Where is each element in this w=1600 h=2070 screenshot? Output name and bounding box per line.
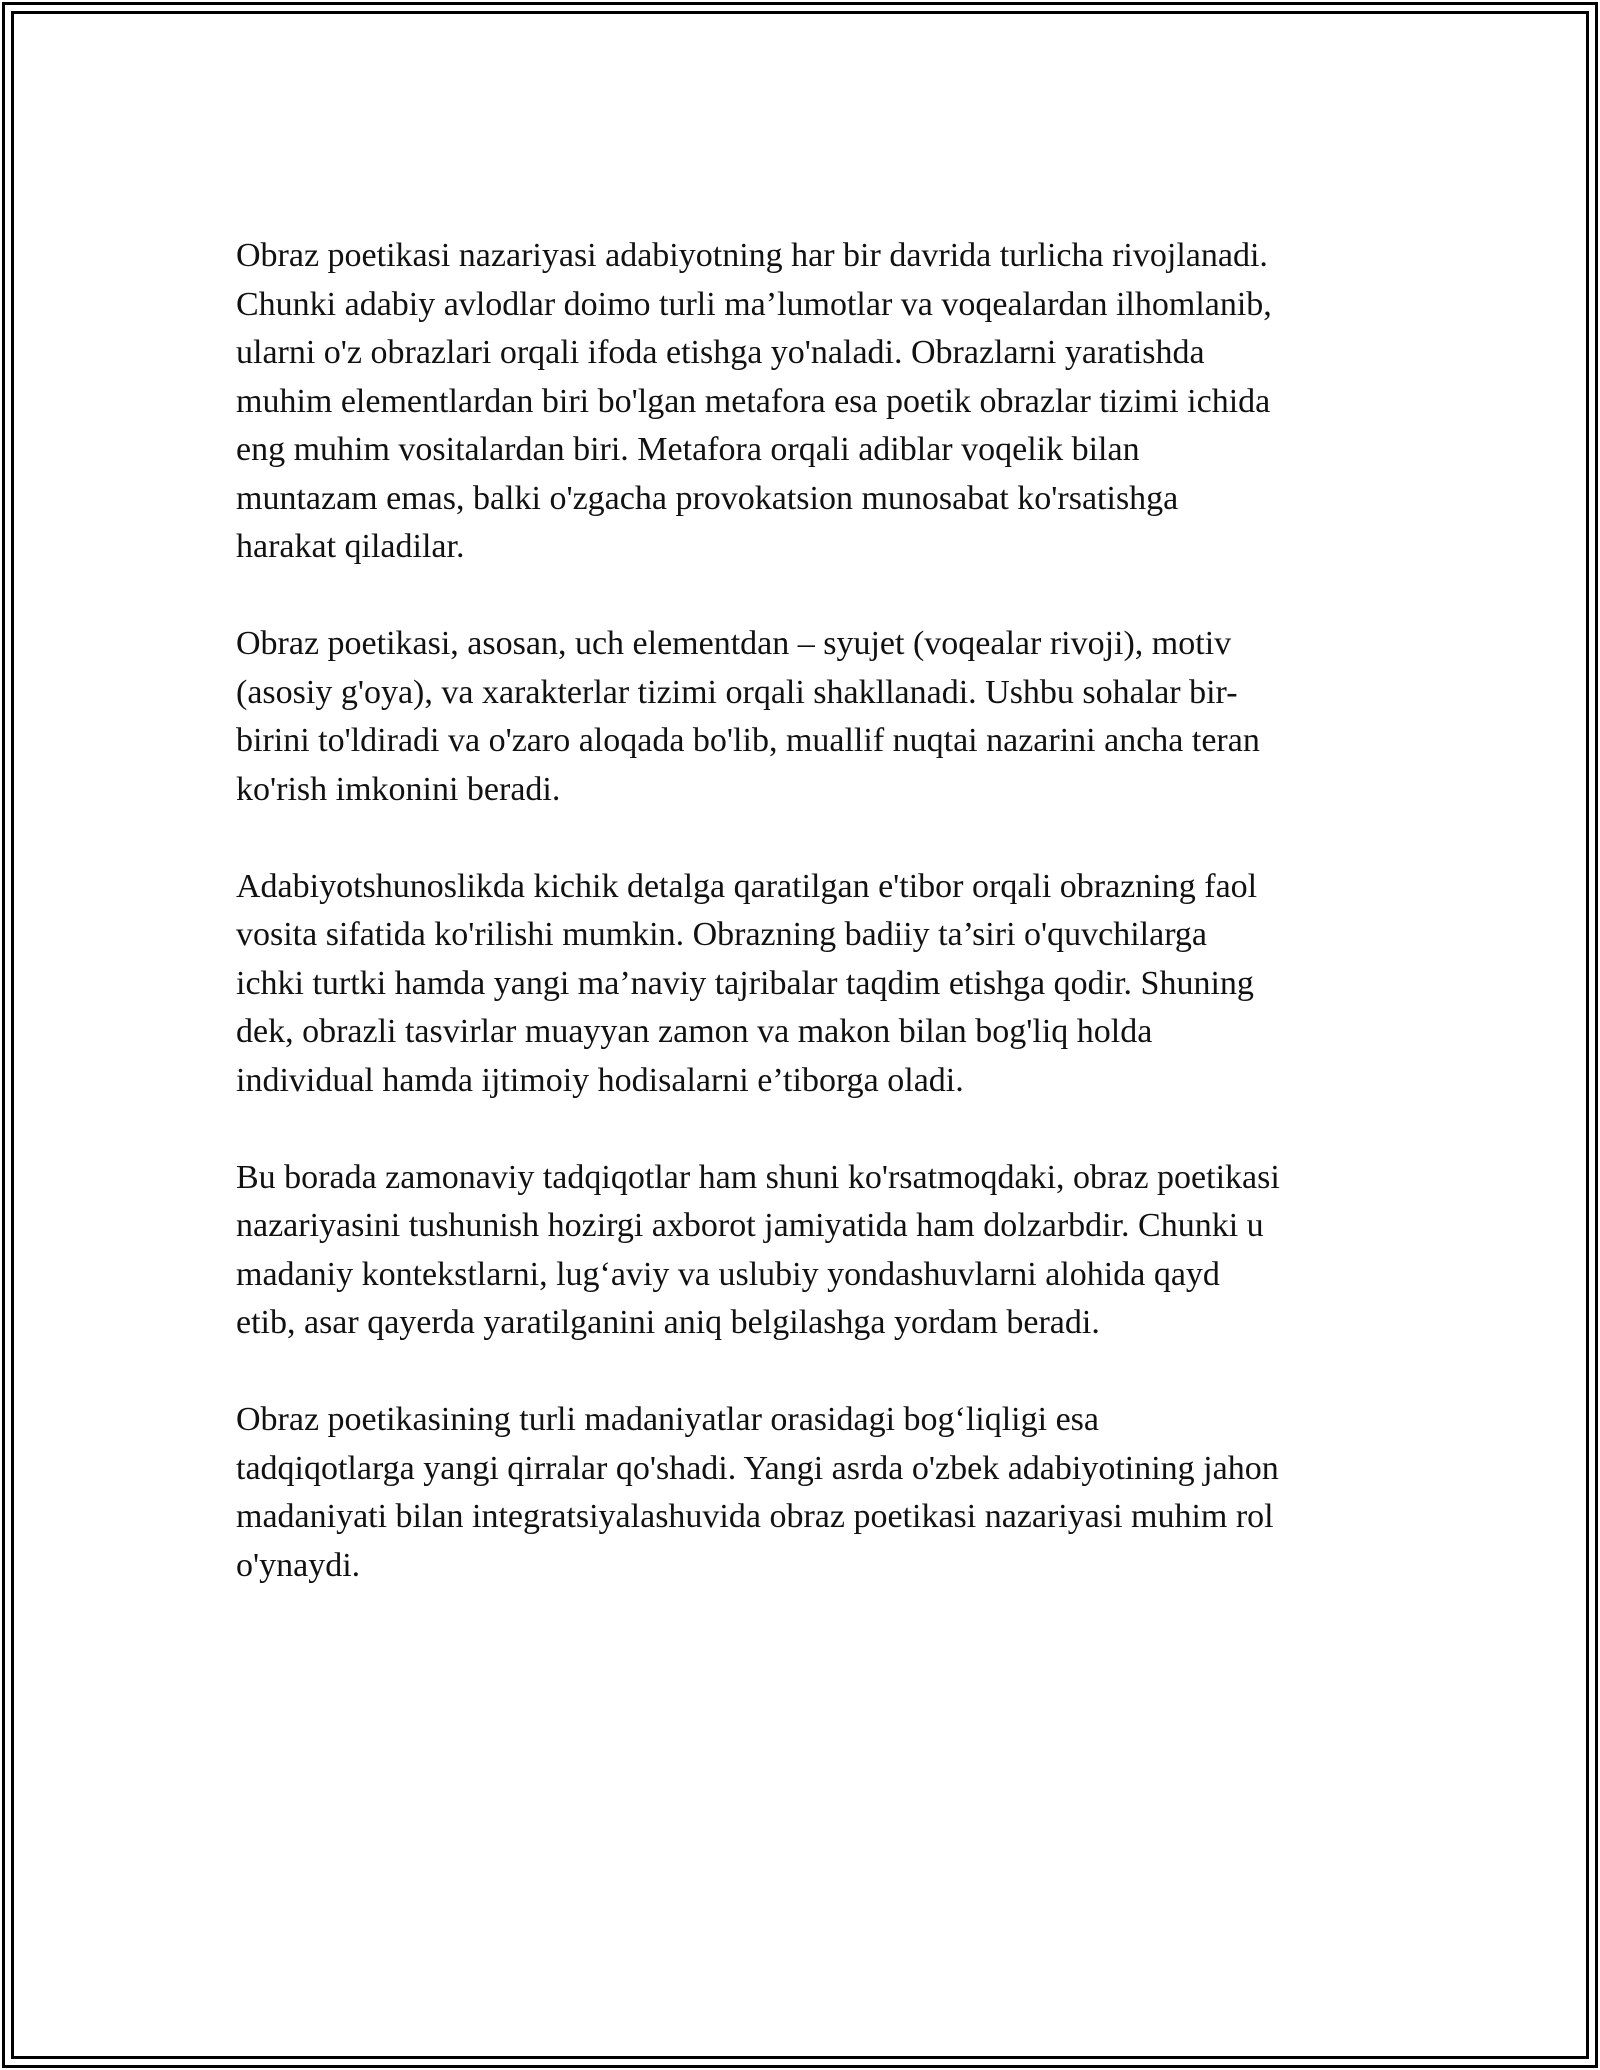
- document-body: [236, 232, 1376, 1590]
- paragraph-3: Adabiyotshunoslikda kichik detalga qaratilgan e'tibor orqali obrazning faol vosita sifatida ko'rilishi mumkin. Obrazning badiiy ta’siri o'quvchilarga ichki turtki hamda yangi ma’naviy tajribalar taqdim etishga qodir. Shuning dek, obrazli tasvirlar muayyan zamon va makon bilan bog'liq holda individual hamda ijtimoiy hodisalarni e’tiborga oladi.: [236, 867, 1258, 1099]
- paragraph-4: Bu borada zamonaviy tadqiqotlar ham shuni ko'rsatmoqdaki, obraz poetikasi nazariyasini tushunish hozirgi axborot jamiyatida ham dolzarbdir. Chunki u madaniy kontekstlarni, lug‘aviy va uslubiy yondashuvlarni alohida qayd etib, asar qayerda yaratilganini aniq belgilashga yordam beradi.: [236, 1158, 1280, 1341]
- paragraph-5: Obraz poetikasining turli madaniyatlar orasidagi bog‘liqligi esa tadqiqotlarga yangi qirralar qo'shadi. Yangi asrda o'zbek adabiyotining jahon madaniyati bilan integratsiyalashuvida obraz poetikasi nazariyasi muhim rol o'ynaydi.: [236, 1401, 1279, 1584]
- paragraph-2: Obraz poetikasi, asosan, uch elementdan – syujet (voqealar rivoji), motiv (asosiy g'oya), va xarakterlar tizimi orqali shakllanadi. Ushbu sohalar bir- birini to'ldiradi va o'zaro aloqada bo'lib, muallif nuqtai nazarini ancha teran ko'rish imkonini beradi.: [236, 625, 1260, 808]
- paragraph-1: Obraz poetikasi nazariyasi adabiyotning har bir davrida turlicha rivojlanadi. Chunki adabiy avlodlar doimo turli ma’lumotlar va voqealardan ilhomlanib, ularni o'z obrazlari orqali ifoda etishga yo'naladi. Obrazlarni yaratishda muhim elementlardan biri bo'lgan metafora esa poetik obrazlar tizimi ichida eng muhim vositalardan biri. Metafora orqali adiblar voqelik bilan muntazam emas, balki o'zgacha provokatsion munosabat ko'rsatishga harakat qiladilar.: [236, 237, 1272, 565]
